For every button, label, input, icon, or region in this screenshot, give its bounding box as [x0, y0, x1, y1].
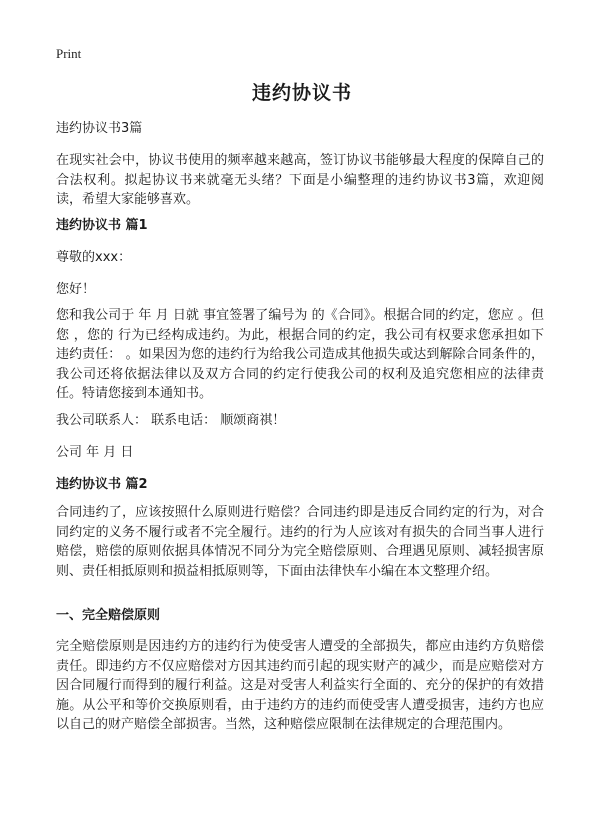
document-subtitle: 违约协议书3篇: [56, 121, 143, 136]
section1-date-line: 公司 年 月 日: [56, 445, 134, 460]
section2-paragraph: 完全赔偿原则是因违约方的违约行为使受害人遭受的全部损失，都应由违约方负赔偿责任。即违约方不仅应赔偿对方因其违约而引起的现实财产的减少，而是应赔偿对方因合同履行而得到的履行利益。这是对受害人利益实行全面的、充分的保护的有效措施。从公平和等价交换原则看，由于违约方的违约而使受害人遭受损害，违约方也应以自己的财产赔偿全部损害。当然，这种赔偿应限制在法律规定的合理范围内。: [56, 639, 544, 732]
section2-body: 合同违约了，应该按照什么原则进行赔偿？合同违约即是违反合同约定的行为，对合同约定的义务不履行或者不完全履行。违约的行为人应该对有损失的合同当事人进行赔偿，赔偿的原则依据具体情况不同分为完全赔偿原则、合理遇见原则、减轻损害原则、责任相抵原则和损益相抵原则等，下面由法律快车小编在本文整理介绍。: [56, 505, 544, 579]
print-link[interactable]: Print: [56, 46, 82, 61]
section2-heading: 违约协议书 篇2: [56, 477, 148, 492]
section1-greeting: 您好！: [56, 282, 96, 297]
section1-heading: 违约协议书 篇1: [56, 218, 148, 233]
section1-contact: 我公司联系人： 联系电话： 顺颂商祺！: [56, 413, 286, 428]
section2-subheading: 一、完全赔偿原则: [56, 608, 161, 623]
section1-salutation: 尊敬的xxx：: [56, 250, 132, 265]
section1-body: 您和我公司于 年 月 日就 事宜签署了编号为 的《合同》。根据合同的约定，您应 。但您 ，您的 行为已经构成违约。为此，根据合同的约定，我公司有权要求您承担如下违约责任： 。如果因为您的违约行为给我公司造成其他损失或达到解除合同条件的，我公司还将依据法律以及双方合同的约定行使我公司的权利及追究您相应的法律责任。特请您接到本通知书。: [56, 308, 544, 401]
intro-paragraph: 在现实社会中，协议书使用的频率越来越高，签订协议书能够最大程度的保障自己的合法权利。拟起协议书来就毫无头绪？下面是小编整理的违约协议书3篇，欢迎阅读，希望大家能够喜欢。: [56, 153, 544, 207]
page-title: 违约协议书: [251, 82, 352, 104]
